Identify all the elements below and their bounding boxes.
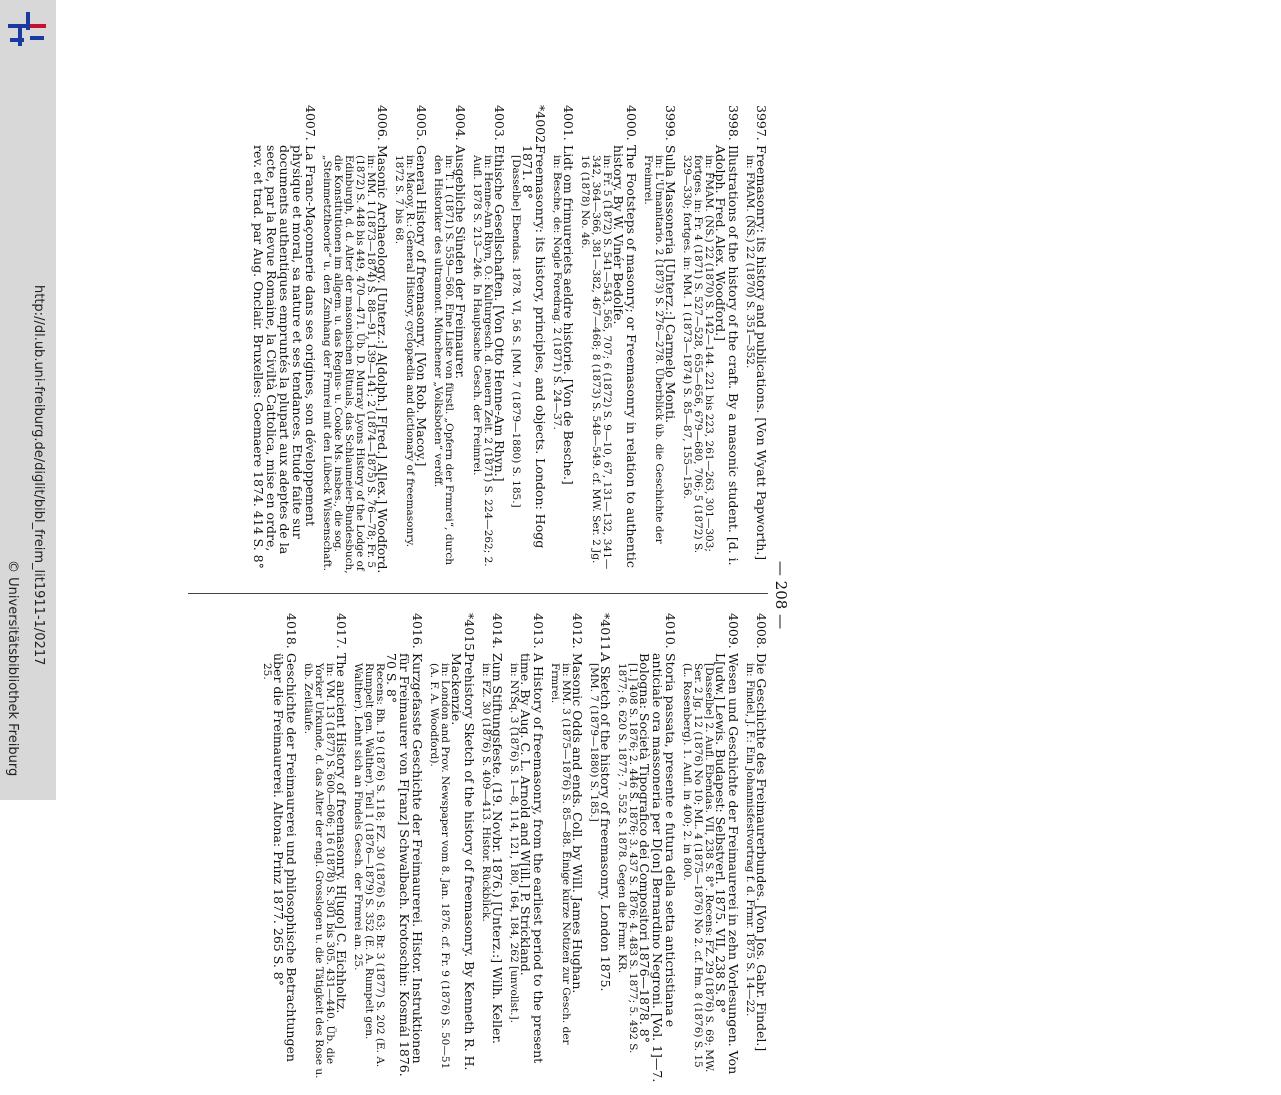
entry-title: Masonic Archaeology. [Unterz.:] A[dolph.] F[red.] A[lex.] Woodford.	[375, 145, 390, 574]
entry-title: Freemasonry: its history and publications. [Von Wyatt Papworth.]	[754, 145, 769, 561]
page-number: — 208 —	[772, 560, 790, 630]
bibliography-entry	[551, 105, 575, 575]
entry-note: in: VM. 13 (1877) S. 600—606; 16 (1878) S. 301 bis 305. 431—440. Üb. die Yorker Urkunde, d. das Alter der engl. Grosslogen u. die Tätigkeit des Rose u. üb. Zeitläufe.	[302, 663, 336, 1079]
entry-note: [Dasselbe] 2. Aufl. Ebendas. VII, 238 S. 8°. Recens: FZ. 29 (1876) S. 69; MW. Ser. 2 Jg. 12 (1876) No 10; ML. 4 (1875—1876) No 2. cf. Hm. 8 (1876) S. 15 (L. Rosenberg). 1. Aufl. in 400; 2. in 800.	[681, 663, 715, 1073]
entry-title: General History of freemasonry. [Von Rob. Macoy.]	[414, 145, 429, 467]
bibliography-entry	[428, 613, 476, 1083]
bibliography-entry	[261, 613, 298, 1083]
entry-title: Illustrations of the history of the craft. By a masonic student. [d. i. Adolph. Fred. Alex. Woodford.]	[713, 145, 741, 566]
entry-note: in: FZ. 30 (1876) S. 409—413. Histor. Rückblick.	[480, 663, 492, 922]
copyright-notice: © Universitätsbibliothek Freiburg	[5, 560, 20, 777]
entry-note: in: FMAM. (NS.) 22 (1870) S. 351—352.	[744, 155, 756, 369]
entry-note: in: T. 1 (1871) S. 559—560. Eine Liste von fürstl. „Opfern der Frmrei“, durch den Historiker des ultramont. Münchener „Volksboten“ veröff.	[432, 155, 455, 565]
entry-note: in: Findel, J. F.: Ein Johannisfestvortrag f. d. Frmr. 1875 S. 14—22.	[744, 663, 756, 1017]
entry-note: in: L'Umanitario. 2 (1873) S. 276—278. Überblick üb. die Geschichte der Freimrei.	[642, 155, 665, 544]
left-column	[248, 105, 768, 575]
bibliography-entry	[681, 105, 740, 575]
entry-title: Freemasonry: its history, principles, and objects. London: Hogg 1871. 8°	[520, 145, 548, 549]
entry-number: 4014.	[490, 613, 505, 649]
entry-note: [Dasselbe] Ebendas. 1878. VI, 56 S. [MM. 7 (1879—1880) S. 185.]	[510, 155, 522, 508]
document-url[interactable]: http://dl.ub.uni-freiburg.de/diglit/bibl_freim_lit1911-1/0217	[31, 285, 46, 666]
entry-number: 4000.	[624, 105, 639, 141]
entry-number: 4009.	[726, 613, 741, 649]
entry-note: in: MM. 1 (1873—1874) S. 88—91, 139—141; 2 (1874—1875) S. 76—78; Fr. 5 (1872) S. 448 bis 449, 470—471. Üb. D. Murray Lyons History of the Lodge of Edinburgh, d. d. Alter der masonischen Rituals, das Schlaumeier-Bundesbuch, die Konstitutionen im allgem. u. das Regius- u. Cooke Ms. insbes., die sog. „Steinmetztheorie“ u. den Zsmhang der Frmrei mit den Lübeck Wissenschaft.	[321, 155, 377, 574]
bibliography-entry	[471, 105, 506, 575]
bibliography-entry	[252, 105, 317, 575]
entry-title: Ausgebliche Sünden der Freimaurer.	[453, 145, 468, 380]
entry-note: in: London and Prov. Newspaper vom 8. Jan. 1876. cf. Fr. 9 (1876) S. 50—51 (A. F. A. Woodford).	[428, 663, 451, 1070]
entry-number: 4013.	[531, 613, 546, 649]
bibliography-entry	[432, 105, 467, 575]
entry-number: 4001.	[561, 105, 576, 141]
bibliography-entry	[352, 613, 424, 1083]
bibliography-entry	[642, 105, 677, 575]
entry-number: 4004.	[453, 105, 468, 141]
column-divider	[188, 593, 768, 594]
scanned-page	[180, 95, 1180, 1083]
university-logo	[4, 8, 48, 52]
entry-number: 4003.	[492, 105, 507, 141]
entry-title: Prehistory Sketch of the history of freemasonry. By Kenneth R. H. Mackenzie.	[449, 653, 477, 1071]
bibliography-entry	[681, 613, 740, 1083]
entry-number: *4015.	[462, 613, 477, 656]
entry-number: 4016.	[410, 613, 425, 649]
bibliography-entry	[393, 105, 428, 575]
entry-title: Die Geschichte des Freimaurerbundes. [Von Jos. Gabr. Findel.]	[754, 653, 769, 1052]
entry-number: *4002.	[533, 105, 548, 148]
entry-title: A History of freemasonry, from the earliest period to the present time. By Aug. C. L. Arnold and W[ill.] P. Strickland.	[518, 653, 546, 1064]
bibliography-entry	[616, 613, 677, 1083]
entry-title: Geschichte der Freimaurerei und philosophische Betrachtungen über die Freimaurerei. Altona: Prinz 1877. 265 S. 8°	[271, 653, 299, 1062]
entry-number: 4018.	[284, 613, 299, 649]
entry-number: 3999.	[663, 105, 678, 141]
page-sheet	[180, 95, 790, 1095]
bibliography-entry	[302, 613, 348, 1083]
entry-note: in: Besche, de: Nogle Foredrag. 2 (1871) S. 24—37.	[551, 155, 563, 430]
bibliography-entry	[549, 613, 584, 1083]
entry-number: 4008.	[754, 613, 769, 649]
entry-note: in: Fr. 5 (1872) S. 541—543, 565, 707; 6 (1872) S. 9—10, 67, 131—132, 341—342, 364—366, 381—382, 467—468; 8 (1873) S. 548—549. cf. MW. Ser. 2 Jg. 16 (1878) No. 46.	[579, 155, 613, 570]
entry-number: 3997.	[754, 105, 769, 141]
right-column	[257, 613, 768, 1083]
entry-note: in: Henne-Am Rhyn, O.: Kulturgesch. d. neuern Zeit. 2 (1871) S. 224—262; 2. Aufl. 1878 S. 213—246. In Hauptsache Gesch. der Freimrei.	[471, 155, 494, 567]
entry-note: Recens: Bh. 19 (1876) S. 118; FZ. 30 (1876) S. 63; Br. 3 (1877) S. 202 (E. A. Rumpelt gen. Walther). Teil 1 (1876—1879) S. 352 (E. A. Rumpelt gen. Walther). Lehnt sich an Findels Gesch. der Frmrei an. 25.	[352, 663, 386, 1068]
entry-number: 4012.	[570, 613, 585, 649]
entry-title: A Sketch of the history of freemasonry. London 1875.	[598, 653, 613, 992]
entry-number: 4006.	[375, 105, 390, 141]
entry-title: Wesen und Geschichte der Freimaurerei in zehn Vorlesungen. Von L[udw.] Lewis. Budapest: Selbstverl. 1875. VII, 238 S. 8°	[713, 653, 741, 1075]
entry-title: Kurzgefasste Geschichte der Freimaurerei. Histor. Instruktionen für Freimaurer von F[ranz] Schwalbach. Krotoschin: Kosmál 1876. 70 S. 8°	[384, 653, 425, 1077]
entry-title: La Franc-Maçonnerie dans ses origines, son développement physique et moral, sa nature et ses tendances. Etude faite sur documents authentiques empruntés la plupart aux adeptes de la secte, par la Revue Romaine, la Civiltà Cattolica, mise en ordre, rev. et trad. par Aug. Onclair. Bruxelles: Goemaere 1874. 414 S. 8°	[251, 145, 318, 569]
entry-title: Sulla Massoneria [Unterz.:] Carmelo Monti.	[663, 145, 678, 424]
entry-title: Masonic Odds and ends. Coll. by Will. James Hughan.	[570, 653, 585, 994]
bibliography-entry	[510, 105, 547, 575]
bibliography-entry	[744, 105, 768, 575]
entry-note: in: MM. 3 (1875—1876) S. 85—88. Einige kurze Notizen zur Gesch. der Frmrei.	[549, 663, 572, 1045]
entry-note: in: Macoy, R.: General History, cyclopædia and dictionary of freemasonry. 1872 S. 7 bis 68.	[393, 155, 416, 548]
bibliography-entry	[579, 105, 638, 575]
entry-number: 3998.	[726, 105, 741, 141]
entry-note: 25.	[261, 663, 273, 680]
bibliography-entry	[321, 105, 389, 575]
entry-title: Zum Stiftungsfeste. (19. Novbr. 1876.) [Unterz.:] Wilh. Keller.	[490, 653, 505, 1045]
entry-number: 4017.	[334, 613, 349, 649]
bibliography-entry	[744, 613, 768, 1083]
entry-title: Ethische Gesellschaften. [Von Otto Henne-Am Rhyn.]	[492, 145, 507, 482]
entry-number: 4005.	[414, 105, 429, 141]
entry-title: Storia passata, presente e futura della setta anticristiana e anticiale ora massoneria per D[on] Bernardino Negroni. [Vol. 1]—7. Bologna: Società Tipografico dei Compositori 1876—1878. 8°	[637, 653, 678, 1083]
entry-title: The ancient History of freemasonry. H[ugo] C. Eichholtz.	[334, 653, 349, 1014]
bibliography-entry	[588, 613, 612, 1083]
viewer-sidebar	[0, 0, 56, 800]
entry-title: The Footsteps of masonry; or Freemasonry in relation to authentic history. By W. Vinér Bedolfe.	[611, 145, 639, 568]
entry-note: [MM. 7 (1879—1880) S. 185.]	[588, 663, 600, 822]
entry-note: in: FMAM. (NS.) 22 (1870) S. 142—144. 221 bis 223, 261—263, 301—303; fortges. in: Fr. 4 (1871) S. 527—528, 655—656, 679—680, 706; 5 (1872) S. 329—330; fortges. in: MM. 1 (1873—1874) S. 85—87, 155—156.	[681, 155, 715, 554]
entry-number: *4011.	[598, 613, 613, 656]
entry-number: 4007.	[303, 105, 318, 141]
entry-title: Lidt om frimureriets aeldre historie. [Von de Besche.]	[561, 145, 576, 485]
bibliography-entry	[480, 613, 504, 1083]
entry-number: 4010.	[663, 613, 678, 649]
bibliography-entry	[508, 613, 545, 1083]
entry-note: [1.] 408 S. 1876; 2. 446 S. 1876; 3. 437 S. 1876; 4. 483 S. 1877; 5. 492 S. 1877; 6. 620 S. 1877; 7. 552 S. 1878. Gegen die Frmr. KR.	[616, 663, 639, 1054]
entry-note: in: NYSq. 3 (1876) S. 1—8, 114, 121, 180, 164, 184, 262 [unvollst.].	[508, 663, 520, 1023]
